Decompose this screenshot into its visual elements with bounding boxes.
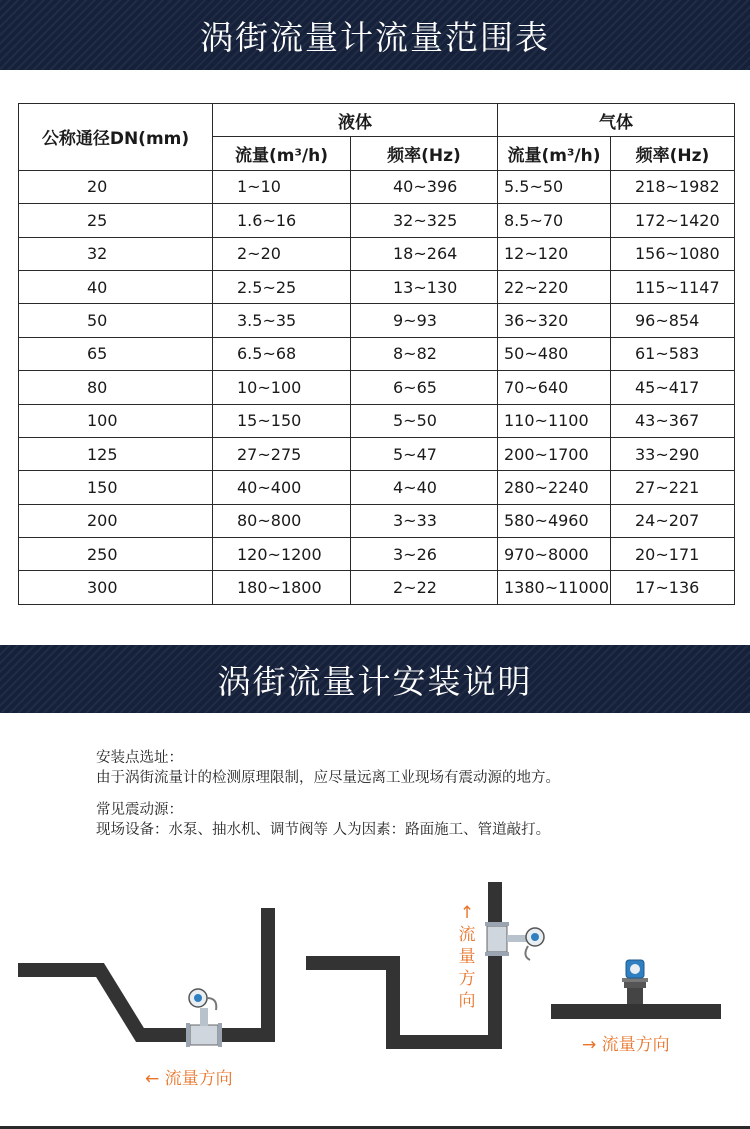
liquid-flow-cell: 120~1200: [213, 538, 351, 571]
gas-freq-cell: 17~136: [611, 571, 735, 604]
vortex-meter-icon: [186, 989, 222, 1047]
table-row: [19, 304, 735, 337]
dn-cell: 125: [19, 437, 213, 470]
dn-cell: 150: [19, 471, 213, 504]
gas-freq-cell: 43~367: [611, 404, 735, 437]
table-row: [19, 204, 735, 237]
section-title: 涡街流量计流量范围表: [200, 17, 550, 57]
flow-char: 流: [458, 925, 476, 945]
dn-header: 公称通径DN(mm): [19, 104, 213, 171]
gas-flow-cell: 8.5~70: [498, 204, 611, 237]
gas-freq-cell: 96~854: [611, 304, 735, 337]
pipe-left: [18, 908, 268, 1035]
gas-freq-cell: 33~290: [611, 437, 735, 470]
liquid-freq-cell: 8~82: [351, 337, 498, 370]
liquid-flow-cell: 15~150: [213, 404, 351, 437]
liquid-flow-cell: 3.5~35: [213, 304, 351, 337]
liquid-freq-cell: 9~93: [351, 304, 498, 337]
dn-cell: 25: [19, 204, 213, 237]
gas-flow-cell: 22~220: [498, 270, 611, 303]
table-row: [19, 437, 735, 470]
liquid-flow-cell: 40~400: [213, 471, 351, 504]
gas-flow-cell: 200~1700: [498, 437, 611, 470]
installation-diagram: [0, 870, 750, 1120]
table-row: [19, 170, 735, 203]
table-row: [19, 337, 735, 370]
flow-direction-right: → 流量方向: [582, 1035, 670, 1055]
gas-freq-header: 频率(Hz): [611, 137, 735, 170]
liquid-flow-cell: 27~275: [213, 437, 351, 470]
flow-direction-left: ← 流量方向: [145, 1069, 233, 1089]
dn-cell: 50: [19, 304, 213, 337]
liquid-flow-cell: 180~1800: [213, 571, 351, 604]
liquid-flow-header: 流量(m³/h): [213, 137, 351, 170]
site-heading: 安装点选址：: [96, 750, 183, 766]
table-row: [19, 538, 735, 571]
vibration-heading: 常见震动源：: [96, 802, 183, 818]
table-row: [19, 404, 735, 437]
table-row: [19, 371, 735, 404]
dn-cell: 80: [19, 371, 213, 404]
liquid-flow-cell: 80~800: [213, 504, 351, 537]
vortex-meter-icon: [622, 960, 648, 1004]
liquid-flow-cell: 1~10: [213, 170, 351, 203]
dn-cell: 250: [19, 538, 213, 571]
gas-flow-cell: 580~4960: [498, 504, 611, 537]
section-banner-installation: [0, 645, 750, 713]
vibration-text: 现场设备：水泵、抽水机、调节阀等 人为因素：路面施工、管道敲打。: [96, 822, 551, 838]
site-selection-note: [96, 748, 560, 788]
vortex-meter-icon: [485, 922, 544, 960]
gas-flow-cell: 5.5~50: [498, 170, 611, 203]
flow-direction-up: [457, 902, 477, 1012]
gas-freq-cell: 27~221: [611, 471, 735, 504]
gas-freq-cell: 172~1420: [611, 204, 735, 237]
gas-freq-cell: 24~207: [611, 504, 735, 537]
dn-cell: 100: [19, 404, 213, 437]
liquid-freq-cell: 5~47: [351, 437, 498, 470]
section-banner-flow-range: [0, 0, 750, 70]
dn-cell: 40: [19, 270, 213, 303]
gas-freq-cell: 156~1080: [611, 237, 735, 270]
gas-flow-cell: 970~8000: [498, 538, 611, 571]
liquid-freq-cell: 32~325: [351, 204, 498, 237]
table-row: [19, 270, 735, 303]
liquid-flow-cell: 1.6~16: [213, 204, 351, 237]
liquid-freq-cell: 6~65: [351, 371, 498, 404]
gas-flow-cell: 280~2240: [498, 471, 611, 504]
flow-range-table: [18, 103, 735, 605]
gas-freq-cell: 115~1147: [611, 270, 735, 303]
liquid-freq-cell: 3~33: [351, 504, 498, 537]
liquid-freq-cell: 40~396: [351, 170, 498, 203]
gas-flow-cell: 1380~11000: [498, 571, 611, 604]
liquid-flow-cell: 10~100: [213, 371, 351, 404]
dn-cell: 300: [19, 571, 213, 604]
dn-cell: 20: [19, 170, 213, 203]
gas-freq-cell: 20~171: [611, 538, 735, 571]
liquid-freq-cell: 18~264: [351, 237, 498, 270]
liquid-flow-cell: 2~20: [213, 237, 351, 270]
liquid-freq-cell: 2~22: [351, 571, 498, 604]
flow-char: 向: [458, 991, 476, 1011]
liquid-freq-cell: 3~26: [351, 538, 498, 571]
flow-char: 方: [458, 969, 476, 989]
gas-flow-cell: 50~480: [498, 337, 611, 370]
flow-char: 量: [458, 947, 476, 967]
liquid-freq-cell: 4~40: [351, 471, 498, 504]
gas-flow-cell: 12~120: [498, 237, 611, 270]
liquid-freq-cell: 5~50: [351, 404, 498, 437]
gas-flow-cell: 36~320: [498, 304, 611, 337]
vibration-note: [96, 800, 560, 840]
table-row: [19, 471, 735, 504]
dn-cell: 32: [19, 237, 213, 270]
liquid-flow-cell: 2.5~25: [213, 270, 351, 303]
section-title: 涡街流量计安装说明: [217, 661, 533, 701]
pipe-right: [551, 1004, 721, 1019]
installation-notes: [96, 748, 560, 852]
dn-cell: 200: [19, 504, 213, 537]
gas-header: 气体: [498, 104, 735, 137]
table-row: [19, 571, 735, 604]
site-text: 由于涡街流量计的检测原理限制，应尽量远离工业现场有震动源的地方。: [96, 770, 560, 786]
liquid-header: 液体: [213, 104, 498, 137]
gas-freq-cell: 45~417: [611, 371, 735, 404]
dn-cell: 65: [19, 337, 213, 370]
gas-flow-cell: 110~1100: [498, 404, 611, 437]
gas-flow-header: 流量(m³/h): [498, 137, 611, 170]
table-row: [19, 504, 735, 537]
table-row: [19, 237, 735, 270]
gas-freq-cell: 61~583: [611, 337, 735, 370]
gas-flow-cell: 70~640: [498, 371, 611, 404]
gas-freq-cell: 218~1982: [611, 170, 735, 203]
arrow-up-icon: ↑: [459, 903, 475, 923]
liquid-freq-header: 频率(Hz): [351, 137, 498, 170]
liquid-freq-cell: 13~130: [351, 270, 498, 303]
liquid-flow-cell: 6.5~68: [213, 337, 351, 370]
